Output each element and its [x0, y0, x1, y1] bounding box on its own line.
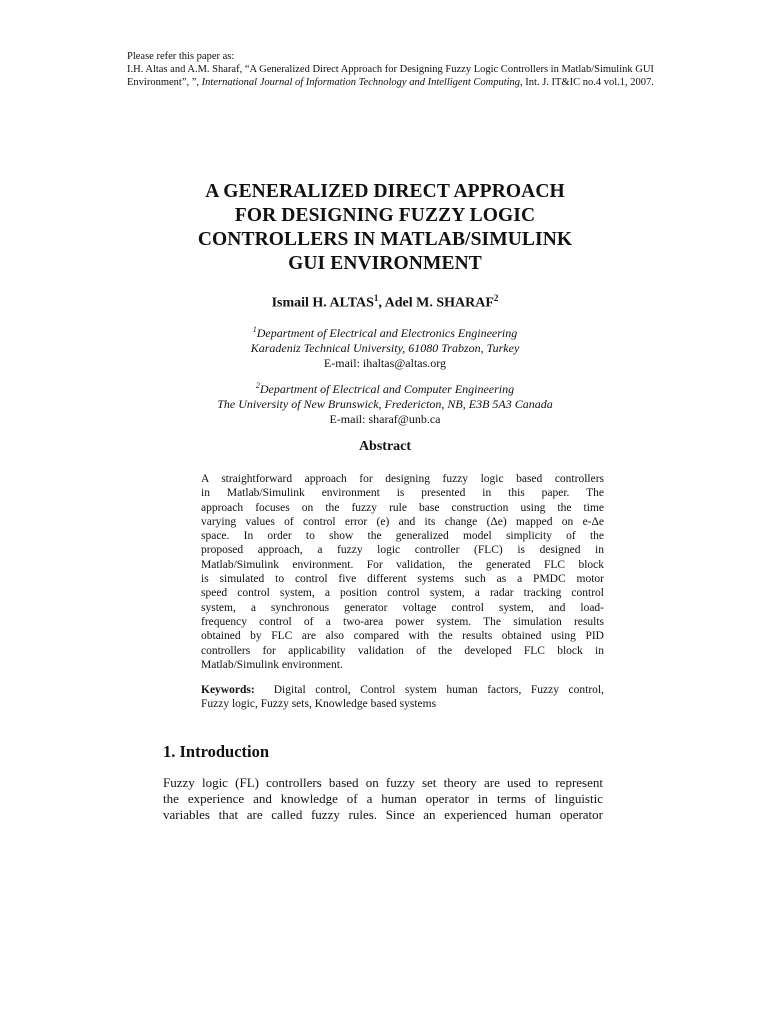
keywords-block	[201, 683, 604, 712]
introduction-line: variables that are called fuzzy rules. Since an experienced human operator	[163, 807, 603, 823]
keywords-label: Keywords:	[201, 684, 255, 696]
affiliation-2-email: E-mail: sharaf@unb.ca	[329, 412, 441, 426]
affiliation-1	[100, 322, 670, 371]
citation-line-1: Please refer this paper as:	[127, 51, 235, 62]
citation-line-2: I.H. Altas and A.M. Sharaf, “A Generalized Direct Approach for Designing Fuzzy Logic Controllers in Matlab/Simulink GUI	[127, 64, 654, 75]
abstract-line: space. In order to show the generalized model simplicity of the	[201, 530, 604, 543]
abstract-line: system, a synchronous generator voltage control system, and load-	[201, 601, 604, 614]
affiliation-1-university: Karadeniz Technical University, 61080 Trabzon, Turkey	[250, 341, 520, 355]
citation-line-3	[127, 76, 727, 89]
author-1-sup: 1	[373, 293, 379, 303]
introduction-heading: 1. Introduction	[163, 742, 270, 761]
abstract-line: A straightforward approach for designing fuzzy logic based controllers	[201, 473, 604, 485]
introduction-line: Fuzzy logic (FL) controllers based on fuzzy set theory are used to represent	[163, 775, 603, 790]
title-line: GUI ENVIRONMENT	[288, 253, 482, 274]
abstract-line: Matlab/Simulink environment.	[201, 658, 343, 671]
affiliation-1-email: E-mail: ihaltas@altas.org	[323, 356, 447, 370]
title-line: FOR DESIGNING FUZZY LOGIC	[234, 205, 536, 226]
abstract-heading: Abstract	[358, 439, 412, 454]
abstract-line: varying values of control error (e) and its change (Δe) mapped on e-Δe	[201, 515, 604, 528]
keywords-text-1: Digital control, Control system human factors, Fuzzy control,	[273, 684, 604, 696]
abstract-line: controllers for applicability validation of the developed FLC block in	[201, 644, 604, 657]
citation-line-3-pre: Environment”, ”,	[127, 77, 202, 88]
abstract-line: approach focuses on the fuzzy rule base construction using the time	[201, 501, 604, 514]
author-1-name: Ismail H. ALTAS	[271, 295, 374, 311]
abstract-line: is simulated to control five different systems such as a PMDC motor	[201, 573, 604, 586]
affiliation-2-sup: 2	[255, 381, 260, 390]
keywords-line-1	[201, 683, 604, 697]
abstract-line: frequency control of a two-area power system. The simulation results	[201, 615, 604, 628]
abstract-line: in Matlab/Simulink environment is presented in this paper. The	[201, 487, 604, 500]
author-2-name: Adel M. SHARAF	[384, 295, 494, 311]
author-list	[100, 289, 670, 313]
affiliation-1-dept: $^1$Department of Electrical and Electronics Engineering	[252, 325, 518, 340]
affiliation-1-sup: 1	[252, 325, 257, 334]
paper-title	[100, 180, 670, 276]
abstract-line: obtained by FLC are also compared with the results obtained using PID	[201, 630, 604, 643]
citation-note	[127, 50, 727, 89]
affiliation-2	[100, 378, 670, 427]
keywords-line-2: Fuzzy logic, Fuzzy sets, Knowledge based systems	[201, 698, 437, 711]
citation-journal: International Journal of Information Technology and Intelligent Computing	[201, 77, 521, 88]
title-line: CONTROLLERS IN MATLAB/SIMULINK	[197, 229, 573, 250]
citation-line-3-post: , Int. J. IT&IC no.4 vol.1, 2007.	[520, 77, 654, 88]
affiliation-2-dept: $^2$Department of Electrical and Computer Engineering	[255, 381, 515, 396]
abstract-line: Matlab/Simulink environment. For validation, the generated FLC block	[201, 558, 604, 571]
title-line: A GENERALIZED DIRECT APPROACH	[205, 181, 565, 202]
affiliation-2-university: The University of New Brunswick, Fredericton, NB, E3B 5A3 Canada	[217, 397, 553, 411]
introduction-body	[163, 775, 603, 824]
abstract-body	[201, 472, 604, 672]
introduction-line: the experience and knowledge of a human operator in terms of linguistic	[163, 791, 603, 807]
abstract-line: speed control system, a position control system, a radar tracking control	[201, 587, 604, 600]
abstract-line: proposed approach, a fuzzy logic controller (FLC) is designed in	[201, 544, 604, 557]
author-2-sup: 2	[493, 293, 499, 303]
author-separator: ,	[378, 295, 385, 311]
